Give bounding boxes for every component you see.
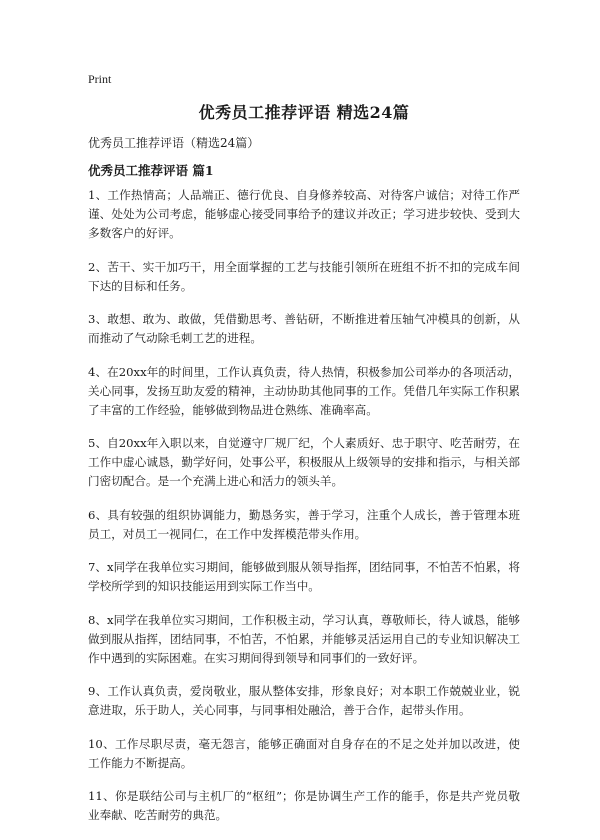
print-link[interactable]: Print	[88, 72, 112, 86]
comment-item: 4、在20xx年的时间里，工作认真负责，待人热情，积极参加公司举办的各项活动，关心同事，发扬互助友爱的精神，主动协助其他同事的工作。凭借几年实际工作积累了丰富的工作经验，能够做到物品进仓熟练、准确率高。	[88, 364, 520, 417]
comment-item: 1、工作热情高；人品端正、德行优良、自身修养较高、对待客户诚信；对待工作严谨、处处为公司考虑，能够虚心接受同事给予的建议并改正；学习进步较快、受到大多数客户的好评。	[88, 188, 520, 240]
comment-item: 8、x同学在我单位实习期间，工作积极主动，学习认真，尊敬师长，待人诚恳，能够做到服从指挥，团结同事，不怕苦，不怕累，并能够灵活运用自己的专业知识解决工作中遇到的实际困难。在实习期间得到领导和同事们的一致好评。	[88, 612, 520, 665]
comment-item: 6、具有较强的组织协调能力，勤恳务实，善于学习，注重个人成长，善于管理本班员工，对员工一视同仁，在工作中发挥模范带头作用。	[88, 507, 520, 541]
comment-item: 3、敢想、敢为、敢做，凭借勤思考、善钻研，不断推进着压轴气冲模具的创新，从而推动了气动除毛刺工艺的进程。	[88, 312, 520, 345]
comment-item: 9、工作认真负责，爱岗敬业，服从整体安排，形象良好；对本职工作兢兢业业，锐意进取，乐于助人，关心同事，与同事相处融洽，善于合作，起带头作用。	[88, 684, 520, 717]
comment-item: 7、x同学在我单位实习期间，能够做到服从领导指挥，团结同事，不怕苦不怕累，将学校所学到的知识技能运用到实际工作当中。	[88, 560, 520, 593]
comment-item: 10、工作尽职尽责，毫无怨言，能够正确面对自身存在的不足之处并加以改进，使工作能力不断提高。	[88, 736, 520, 770]
document-subtitle: 优秀员工推荐评语（精选24篇）	[88, 136, 260, 150]
comment-item: 2、苦干、实干加巧干，用全面掌握的工艺与技能引领所在班组不折不扣的完成车间下达的目标和任务。	[88, 259, 520, 293]
section-heading: 优秀员工推荐评语 篇1	[88, 163, 214, 178]
comment-item: 5、自20xx年入职以来，自觉遵守厂规厂纪，个人素质好、忠于职守、吃苦耐劳，在工作中虚心诚恳，勤学好问，处事公平，积极服从上级领导的安排和指示，与相关部门密切配合。是一个充满上进心和活力的领头羊。	[88, 436, 520, 488]
document-title: 优秀员工推荐评语 精选24篇	[198, 103, 410, 122]
comment-list	[88, 186, 520, 840]
comment-item: 11、你是联结公司与主机厂的“枢纽”；你是协调生产工作的能手，你是共产党员敬业奉献、吃苦耐劳的典范。	[88, 789, 520, 822]
